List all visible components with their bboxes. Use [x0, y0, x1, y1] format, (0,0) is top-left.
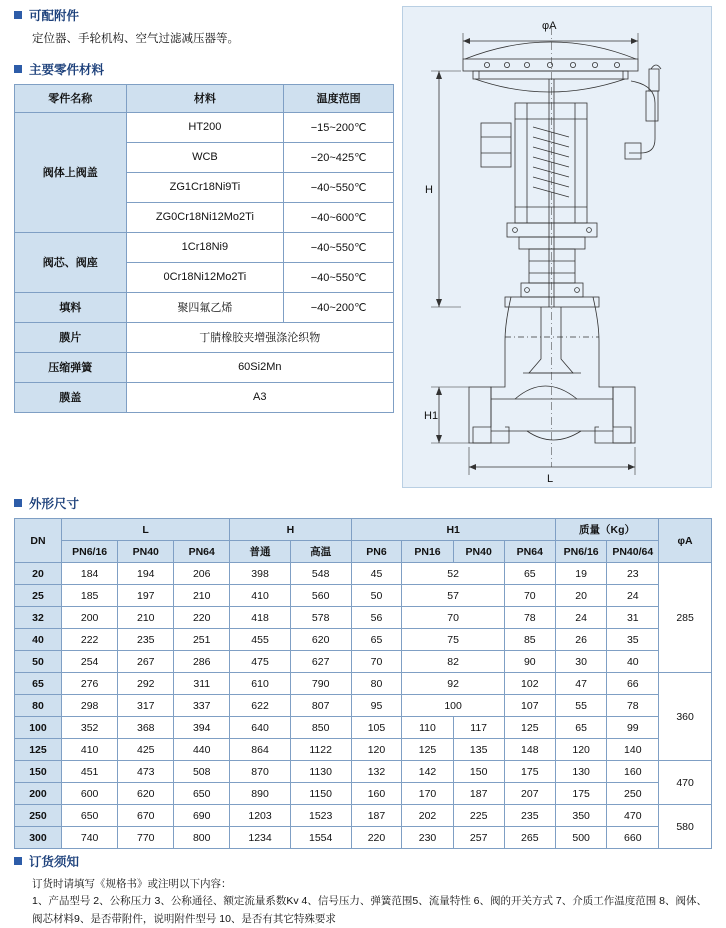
cell-h1-pn6: 95	[351, 695, 402, 717]
table-row	[15, 783, 712, 805]
material-cell: HT200	[126, 112, 284, 142]
cell-h1-pn40: 225	[453, 805, 504, 827]
cell-mass1: 30	[555, 651, 607, 673]
table-row	[15, 322, 394, 352]
col-l-pn64: PN64	[174, 541, 230, 563]
cell-h1n: 640	[230, 717, 291, 739]
col-group-h1: H1	[351, 519, 555, 541]
cell-h1-pn64: 90	[504, 651, 555, 673]
part-name-cell: 阀体上阀盖	[15, 112, 127, 232]
label-h: H	[425, 184, 433, 196]
cell-mass1: 120	[555, 739, 607, 761]
col-l-pn616: PN6/16	[61, 541, 117, 563]
part-name-cell: 膜盖	[15, 382, 127, 412]
cell-l1: 185	[61, 585, 117, 607]
cell-h1-pn64: 125	[504, 717, 555, 739]
cell-l3: 206	[174, 563, 230, 585]
cell-mass1: 26	[555, 629, 607, 651]
cell-h1-pn64: 107	[504, 695, 555, 717]
cell-h1-pn40: 117	[453, 717, 504, 739]
table-row	[15, 739, 712, 761]
cell-dn: 50	[15, 651, 62, 673]
cell-mass1: 19	[555, 563, 607, 585]
cell-l1: 352	[61, 717, 117, 739]
materials-heading	[14, 60, 394, 78]
material-cell: ZG0Cr18Ni12Mo2Ti	[126, 202, 284, 232]
valve-drawing-panel	[402, 6, 712, 488]
cell-h1n: 455	[230, 629, 291, 651]
col-l-pn40: PN40	[118, 541, 174, 563]
cell-h2h: 548	[290, 563, 351, 585]
cell-h2h: 560	[290, 585, 351, 607]
cell-dn: 200	[15, 783, 62, 805]
table-row	[15, 292, 394, 322]
cell-h1-pn6: 132	[351, 761, 402, 783]
col-material: 材料	[126, 84, 284, 112]
cell-h1-pn6: 56	[351, 607, 402, 629]
cell-h1-pn6: 45	[351, 563, 402, 585]
col-h-normal: 普通	[230, 541, 291, 563]
cell-h2h: 620	[290, 629, 351, 651]
cell-mass2: 35	[607, 629, 659, 651]
cell-l1: 222	[61, 629, 117, 651]
cell-mass1: 350	[555, 805, 607, 827]
cell-h1-pn1640: 100	[402, 695, 504, 717]
cell-mass2: 160	[607, 761, 659, 783]
cell-dn: 150	[15, 761, 62, 783]
cell-h1n: 864	[230, 739, 291, 761]
cell-dn: 100	[15, 717, 62, 739]
material-cell: 0Cr18Ni12Mo2Ti	[126, 262, 284, 292]
cell-phi-a: 360	[659, 673, 712, 761]
cell-l3: 311	[174, 673, 230, 695]
table-row	[15, 352, 394, 382]
cell-mass1: 130	[555, 761, 607, 783]
cell-h1n: 622	[230, 695, 291, 717]
cell-l2: 317	[118, 695, 174, 717]
table-row	[15, 232, 394, 262]
table-row	[15, 563, 712, 585]
cell-mass1: 47	[555, 673, 607, 695]
cell-l1: 184	[61, 563, 117, 585]
cell-h2h: 807	[290, 695, 351, 717]
cell-h1-pn16: 125	[402, 739, 453, 761]
cell-h2h: 1554	[290, 827, 351, 849]
cell-l3: 508	[174, 761, 230, 783]
col-h1-pn40: PN40	[453, 541, 504, 563]
cell-l2: 194	[118, 563, 174, 585]
cell-h1-pn1640: 92	[402, 673, 504, 695]
cell-l3: 286	[174, 651, 230, 673]
cell-h1-pn40: 135	[453, 739, 504, 761]
cell-h2h: 578	[290, 607, 351, 629]
cell-h1n: 890	[230, 783, 291, 805]
cell-l2: 620	[118, 783, 174, 805]
table-header-row-sub	[15, 541, 712, 563]
cell-h1-pn6: 105	[351, 717, 402, 739]
cell-h1-pn64: 148	[504, 739, 555, 761]
dimensions-table-head	[15, 519, 712, 563]
square-bullet-icon	[14, 857, 22, 865]
material-cell: 聚四氟乙烯	[126, 292, 284, 322]
accessories-text: 定位器、手轮机构、空气过滤减压器等。	[32, 33, 239, 45]
cell-h2h: 1150	[290, 783, 351, 805]
accessories-heading	[14, 6, 394, 24]
cell-l3: 251	[174, 629, 230, 651]
cell-dn: 250	[15, 805, 62, 827]
temp-cell: −40~550℃	[284, 232, 394, 262]
cell-h1-pn64: 78	[504, 607, 555, 629]
cell-l1: 650	[61, 805, 117, 827]
temp-cell: −40~600℃	[284, 202, 394, 232]
cell-l3: 800	[174, 827, 230, 849]
order-notice-block	[14, 852, 714, 928]
cell-l3: 440	[174, 739, 230, 761]
cell-mass1: 20	[555, 585, 607, 607]
cell-h1n: 870	[230, 761, 291, 783]
col-h1-pn6: PN6	[351, 541, 402, 563]
col-part-name: 零件名称	[15, 84, 127, 112]
table-row	[15, 805, 712, 827]
cell-dn: 25	[15, 585, 62, 607]
cell-mass2: 23	[607, 563, 659, 585]
material-cell: 60Si2Mn	[126, 352, 393, 382]
dimensions-block	[14, 494, 712, 849]
cell-h2h: 790	[290, 673, 351, 695]
col-group-mass: 质量（Kg）	[555, 519, 658, 541]
cell-mass2: 40	[607, 651, 659, 673]
order-heading	[14, 852, 714, 870]
cell-l1: 451	[61, 761, 117, 783]
cell-mass1: 500	[555, 827, 607, 849]
cell-h2h: 627	[290, 651, 351, 673]
cell-h1-pn6: 220	[351, 827, 402, 849]
dimensions-table-body	[15, 563, 712, 849]
cell-l1: 740	[61, 827, 117, 849]
cell-h1-pn6: 80	[351, 673, 402, 695]
cell-h1-pn1640: 57	[402, 585, 504, 607]
material-cell: ZG1Cr18Ni9Ti	[126, 172, 284, 202]
cell-h1-pn16: 170	[402, 783, 453, 805]
cell-l2: 770	[118, 827, 174, 849]
material-cell: A3	[126, 382, 393, 412]
part-name-cell: 膜片	[15, 322, 127, 352]
temp-cell: −15~200℃	[284, 112, 394, 142]
table-row	[15, 717, 712, 739]
col-h1-pn64: PN64	[504, 541, 555, 563]
cell-l3: 220	[174, 607, 230, 629]
cell-h1-pn6: 187	[351, 805, 402, 827]
cell-mass2: 140	[607, 739, 659, 761]
cell-l1: 298	[61, 695, 117, 717]
cell-h1-pn64: 65	[504, 563, 555, 585]
dimensions-title: 外形尺寸	[29, 497, 80, 511]
cell-h1-pn1640: 82	[402, 651, 504, 673]
col-phi-a: φA	[659, 519, 712, 563]
cell-h1n: 1203	[230, 805, 291, 827]
col-mass-pn616: PN6/16	[555, 541, 607, 563]
table-row	[15, 112, 394, 142]
cell-h1-pn64: 265	[504, 827, 555, 849]
materials-table-head	[15, 84, 394, 112]
cell-mass1: 65	[555, 717, 607, 739]
cell-l3: 650	[174, 783, 230, 805]
order-title: 订货须知	[29, 855, 80, 869]
dimensions-heading	[14, 494, 712, 512]
square-bullet-icon	[14, 11, 22, 19]
cell-dn: 80	[15, 695, 62, 717]
part-name-cell: 阀芯、阀座	[15, 232, 127, 292]
cell-mass2: 78	[607, 695, 659, 717]
square-bullet-icon	[14, 499, 22, 507]
col-dn: DN	[15, 519, 62, 563]
materials-table-body	[15, 112, 394, 412]
cell-l2: 235	[118, 629, 174, 651]
cell-dn: 125	[15, 739, 62, 761]
accessories-title: 可配附件	[29, 9, 80, 23]
cell-l1: 410	[61, 739, 117, 761]
cell-h1-pn16: 142	[402, 761, 453, 783]
cell-h1-pn1640: 70	[402, 607, 504, 629]
table-row	[15, 585, 712, 607]
cell-l2: 670	[118, 805, 174, 827]
cell-h1-pn64: 235	[504, 805, 555, 827]
col-group-h: H	[230, 519, 351, 541]
materials-block	[14, 60, 394, 413]
cell-h1-pn64: 85	[504, 629, 555, 651]
cell-phi-a: 285	[659, 563, 712, 673]
table-header-row	[15, 84, 394, 112]
cell-h1-pn40: 150	[453, 761, 504, 783]
cell-l2: 292	[118, 673, 174, 695]
cell-l2: 210	[118, 607, 174, 629]
table-row	[15, 673, 712, 695]
cell-h1n: 418	[230, 607, 291, 629]
temp-cell: −40~550℃	[284, 172, 394, 202]
cell-h1-pn6: 160	[351, 783, 402, 805]
cell-h1-pn64: 102	[504, 673, 555, 695]
cell-l3: 210	[174, 585, 230, 607]
cell-dn: 65	[15, 673, 62, 695]
cell-l2: 368	[118, 717, 174, 739]
cell-h1-pn6: 70	[351, 651, 402, 673]
cell-h1-pn6: 50	[351, 585, 402, 607]
cell-mass2: 31	[607, 607, 659, 629]
cell-h1n: 1234	[230, 827, 291, 849]
cell-mass1: 55	[555, 695, 607, 717]
temp-cell: −40~200℃	[284, 292, 394, 322]
part-name-cell: 压缩弹簧	[15, 352, 127, 382]
cell-h1-pn40: 187	[453, 783, 504, 805]
cell-l1: 600	[61, 783, 117, 805]
valve-assembly-drawing	[403, 7, 711, 487]
table-row	[15, 651, 712, 673]
cell-h1-pn64: 70	[504, 585, 555, 607]
left-column	[14, 6, 394, 413]
cell-dn: 32	[15, 607, 62, 629]
part-name-cell: 填料	[15, 292, 127, 322]
table-row	[15, 761, 712, 783]
cell-mass2: 470	[607, 805, 659, 827]
cell-h2h: 1523	[290, 805, 351, 827]
cell-h2h: 850	[290, 717, 351, 739]
cell-h1-pn16: 230	[402, 827, 453, 849]
cell-h1-pn1640: 52	[402, 563, 504, 585]
cell-dn: 40	[15, 629, 62, 651]
order-line-2: 1、产品型号 2、公称压力 3、公称通径、额定流量系数Kv 4、信号压力、弹簧范围5、流量特性 6、阀的开关方式 7、介质工作温度范围 8、阀体、阀芯材料9、是否带附件，说明附件型号 10、是否有其它特殊要求	[32, 895, 707, 925]
cell-dn: 300	[15, 827, 62, 849]
cell-h1-pn64: 175	[504, 761, 555, 783]
cell-mass1: 24	[555, 607, 607, 629]
cell-l1: 276	[61, 673, 117, 695]
cell-h1n: 610	[230, 673, 291, 695]
cell-l2: 473	[118, 761, 174, 783]
cell-phi-a: 580	[659, 805, 712, 849]
material-cell: 1Cr18Ni9	[126, 232, 284, 262]
cell-l2: 197	[118, 585, 174, 607]
cell-mass2: 660	[607, 827, 659, 849]
cell-l2: 267	[118, 651, 174, 673]
col-mass-pn4064: PN40/64	[607, 541, 659, 563]
cell-h1-pn64: 207	[504, 783, 555, 805]
cell-l3: 690	[174, 805, 230, 827]
cell-h1n: 410	[230, 585, 291, 607]
cell-mass1: 175	[555, 783, 607, 805]
cell-dn: 20	[15, 563, 62, 585]
cell-h2h: 1122	[290, 739, 351, 761]
square-bullet-icon	[14, 65, 22, 73]
cell-phi-a: 470	[659, 761, 712, 805]
col-group-l: L	[61, 519, 229, 541]
cell-h1-pn40: 257	[453, 827, 504, 849]
table-row	[15, 607, 712, 629]
materials-title: 主要零件材料	[29, 62, 105, 77]
temp-cell: −20~425℃	[284, 142, 394, 172]
cell-h1-pn16: 202	[402, 805, 453, 827]
materials-table	[14, 84, 394, 413]
cell-h1-pn6: 120	[351, 739, 402, 761]
cell-l1: 254	[61, 651, 117, 673]
cell-mass2: 24	[607, 585, 659, 607]
dimensions-table	[14, 518, 712, 849]
temp-cell: −40~550℃	[284, 262, 394, 292]
cell-h1-pn1640: 75	[402, 629, 504, 651]
col-h1-pn16: PN16	[402, 541, 453, 563]
cell-l3: 337	[174, 695, 230, 717]
cell-h1-pn16: 110	[402, 717, 453, 739]
table-row	[15, 695, 712, 717]
cell-l2: 425	[118, 739, 174, 761]
label-phi-a: φA	[542, 20, 557, 32]
cell-mass2: 99	[607, 717, 659, 739]
table-header-row-group	[15, 519, 712, 541]
cell-h1n: 475	[230, 651, 291, 673]
table-row	[15, 629, 712, 651]
material-cell: 丁腈橡胶夹增强涤沦织物	[126, 322, 393, 352]
cell-h1n: 398	[230, 563, 291, 585]
cell-mass2: 66	[607, 673, 659, 695]
col-h-high: 高温	[290, 541, 351, 563]
label-h1: H1	[424, 410, 439, 422]
cell-h1-pn6: 65	[351, 629, 402, 651]
label-l: L	[547, 473, 554, 485]
cell-mass2: 250	[607, 783, 659, 805]
cell-l3: 394	[174, 717, 230, 739]
order-line-1: 订货时请填写《规格书》或注明以下内容：	[32, 878, 232, 890]
cell-h2h: 1130	[290, 761, 351, 783]
material-cell: WCB	[126, 142, 284, 172]
cell-l1: 200	[61, 607, 117, 629]
table-row	[15, 382, 394, 412]
col-temp-range: 温度范围	[284, 84, 394, 112]
table-row	[15, 827, 712, 849]
